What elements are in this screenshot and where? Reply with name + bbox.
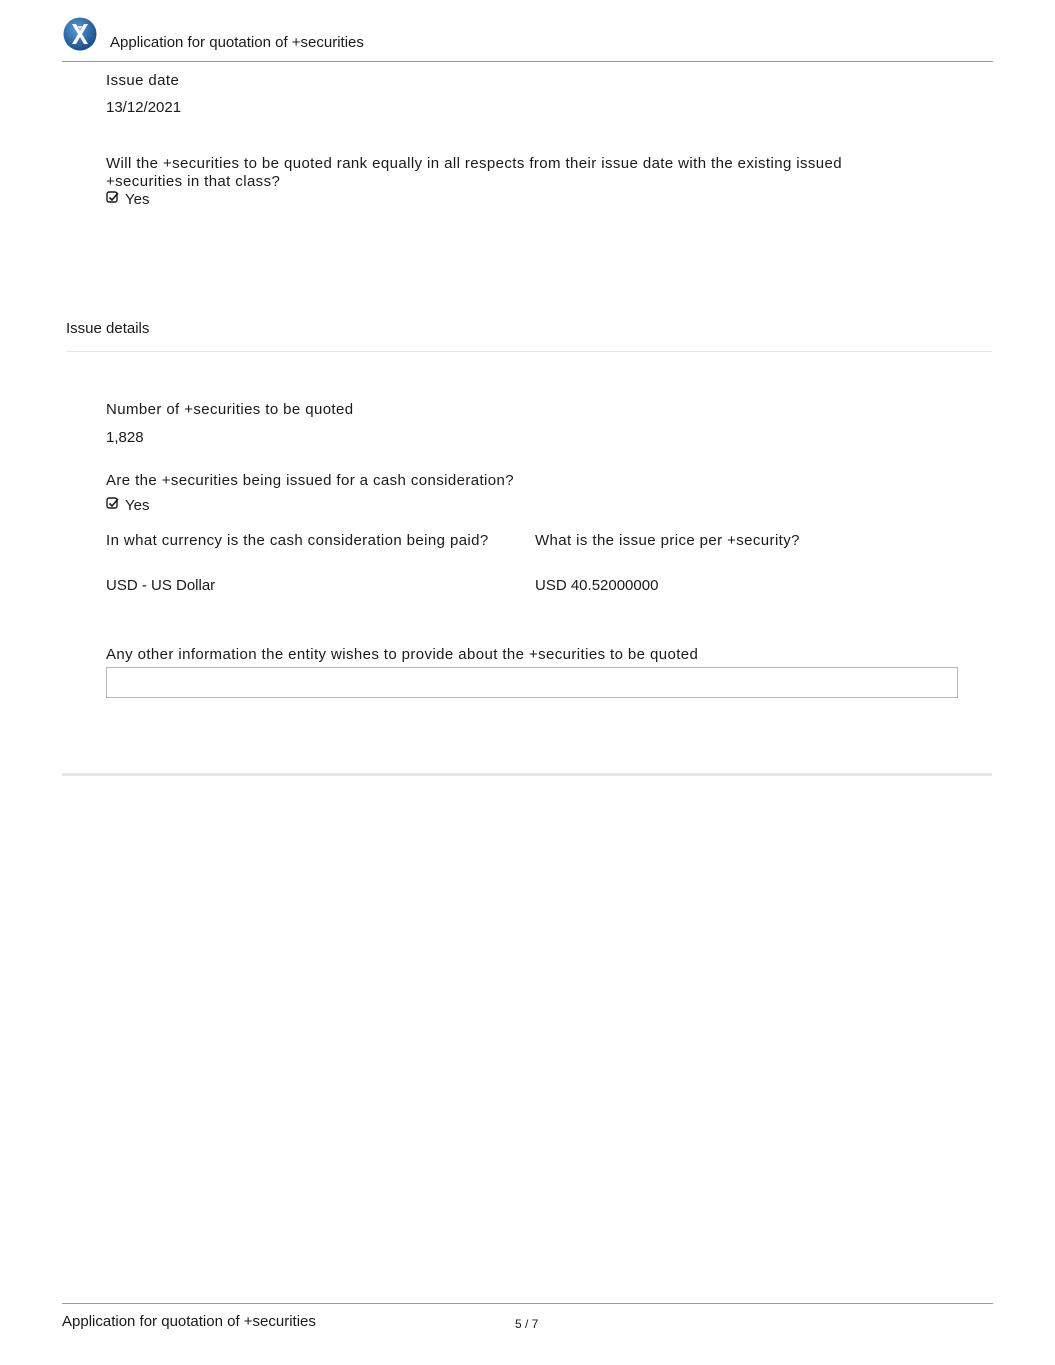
issue-date-value: 13/12/2021	[106, 99, 182, 116]
page-number: 5 / 7	[515, 1317, 539, 1331]
issue-details-title: Issue details	[66, 320, 150, 337]
currency-value: USD - US Dollar	[106, 577, 216, 594]
header-title: Application for quotation of +securities	[110, 34, 364, 51]
footer-title: Application for quotation of +securities	[62, 1313, 316, 1330]
cash-consideration-answer-text: Yes	[125, 497, 150, 514]
issue-details-divider	[66, 351, 992, 352]
footer-divider	[62, 1303, 993, 1304]
cash-consideration-question: Are the +securities being issued for a cash consideration?	[106, 472, 515, 489]
issue-date-label: Issue date	[106, 72, 180, 89]
number-securities-label: Number of +securities to be quoted	[106, 401, 354, 418]
checkbox-checked-icon	[106, 191, 119, 208]
issue-price-label: What is the issue price per +security?	[535, 532, 800, 549]
checkbox-checked-icon	[106, 497, 119, 514]
asx-logo-icon	[63, 17, 97, 51]
rank-equally-answer	[106, 191, 149, 208]
other-info-field	[106, 667, 958, 698]
header-divider	[62, 61, 993, 62]
other-info-label: Any other information the entity wishes to provide about the +securities to be quoted	[106, 646, 699, 663]
rank-equally-answer-text: Yes	[125, 191, 150, 208]
currency-label: In what currency is the cash consideration being paid?	[106, 532, 489, 549]
rank-equally-question: Will the +securities to be quoted rank equally in all respects from their issue date with the existing issued +securities in that class?	[106, 155, 843, 190]
section-end-divider	[62, 773, 992, 776]
issue-price-value: USD 40.52000000	[535, 577, 659, 594]
cash-consideration-answer	[106, 497, 149, 514]
number-securities-value: 1,828	[106, 429, 144, 446]
